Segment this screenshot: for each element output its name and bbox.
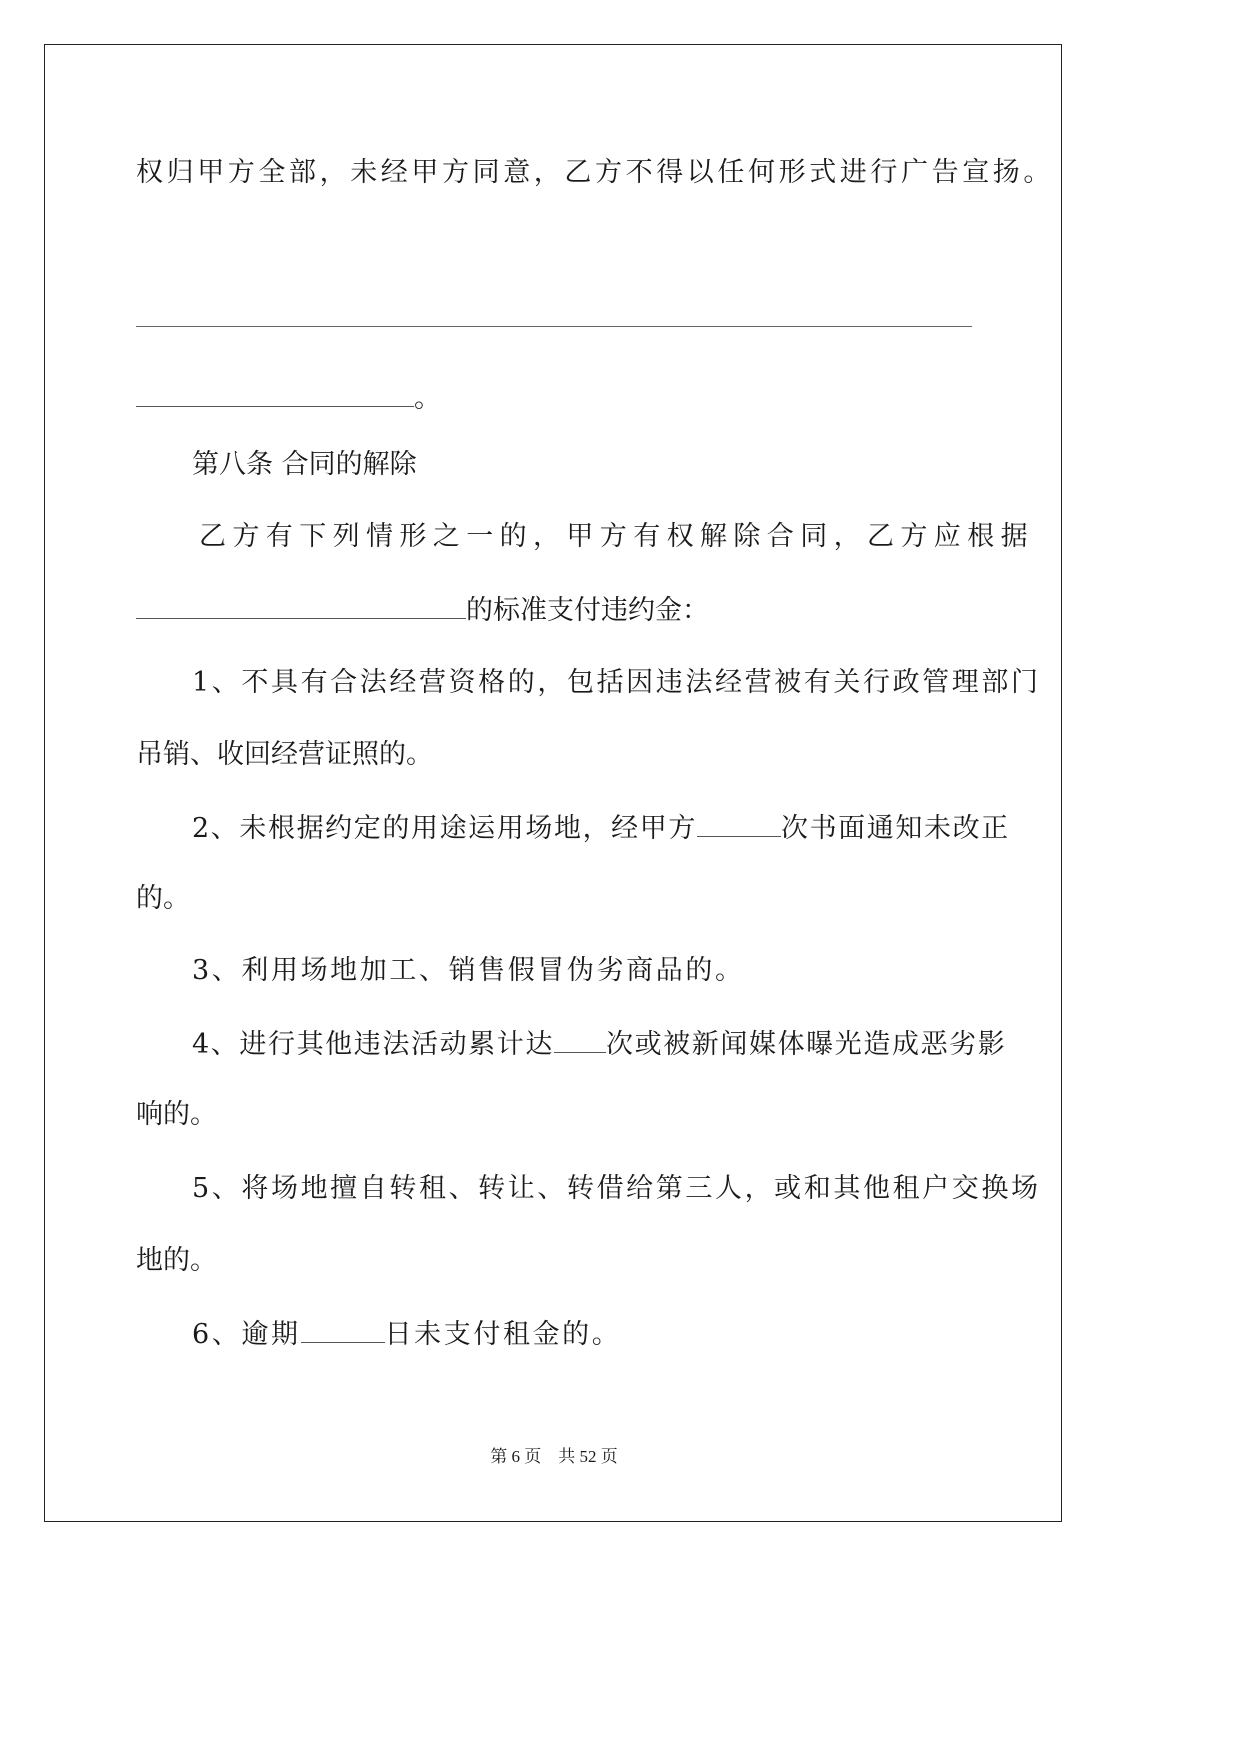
blank-line-long <box>136 326 972 327</box>
penalty-standard-blank <box>136 592 466 619</box>
item-5-line-2: 地的。 <box>136 1245 217 1276</box>
item-4-line-2: 响的。 <box>136 1099 217 1130</box>
overdue-days-blank <box>301 1316 385 1343</box>
violation-count-blank <box>554 1026 606 1053</box>
blank-end-mark: 。 <box>414 383 441 414</box>
blank-line-short <box>136 380 414 407</box>
item-1-line-2: 吊销、收回经营证照的。 <box>136 739 433 770</box>
intro-line-1: 乙方有下列情形之一的，甲方有权解除合同，乙方应根据 <box>199 521 1034 552</box>
article-title: 第八条 合同的解除 <box>192 449 417 480</box>
page-number-footer: 第 6 页 共 52 页 <box>490 1447 618 1466</box>
notice-count-blank <box>697 810 781 837</box>
item-2-line-1 <box>192 810 1010 846</box>
item-4-part-1: 4、进行其他违法活动累计达 <box>192 1029 554 1060</box>
item-2-part-1: 2、未根据约定的用途运用场地，经甲方 <box>192 813 697 844</box>
item-1-line-1: 1、不具有合法经营资格的，包括因违法经营被有关行政管理部门 <box>192 667 1041 698</box>
page-frame <box>44 44 1062 1522</box>
item-6 <box>192 1316 621 1352</box>
paragraph-top <box>136 156 1054 190</box>
intro-line-2 <box>136 592 709 628</box>
item-2-part-2: 次书面通知未改正 <box>780 813 1010 844</box>
item-5-line-1: 5、将场地擅自转租、转让、转借给第三人，或和其他租户交换场 <box>192 1173 1041 1204</box>
item-2-line-2: 的。 <box>136 883 190 914</box>
item-4-part-2: 次或被新闻媒体曝光造成恶劣影 <box>605 1029 1007 1060</box>
blank-line-short-row <box>136 380 441 416</box>
paragraph-top-text: 权归甲方全部，未经甲方同意，乙方不得以任何形式进行广告宣扬。 <box>136 157 1054 188</box>
item-4-line-1 <box>192 1026 1006 1062</box>
item-6-part-2: 日未支付租金的。 <box>384 1319 622 1350</box>
item-3: 3、利用场地加工、销售假冒伪劣商品的。 <box>192 955 745 986</box>
intro-line-2-text: 的标准支付违约金： <box>466 595 709 626</box>
item-6-part-1: 6、逾期 <box>192 1319 301 1350</box>
